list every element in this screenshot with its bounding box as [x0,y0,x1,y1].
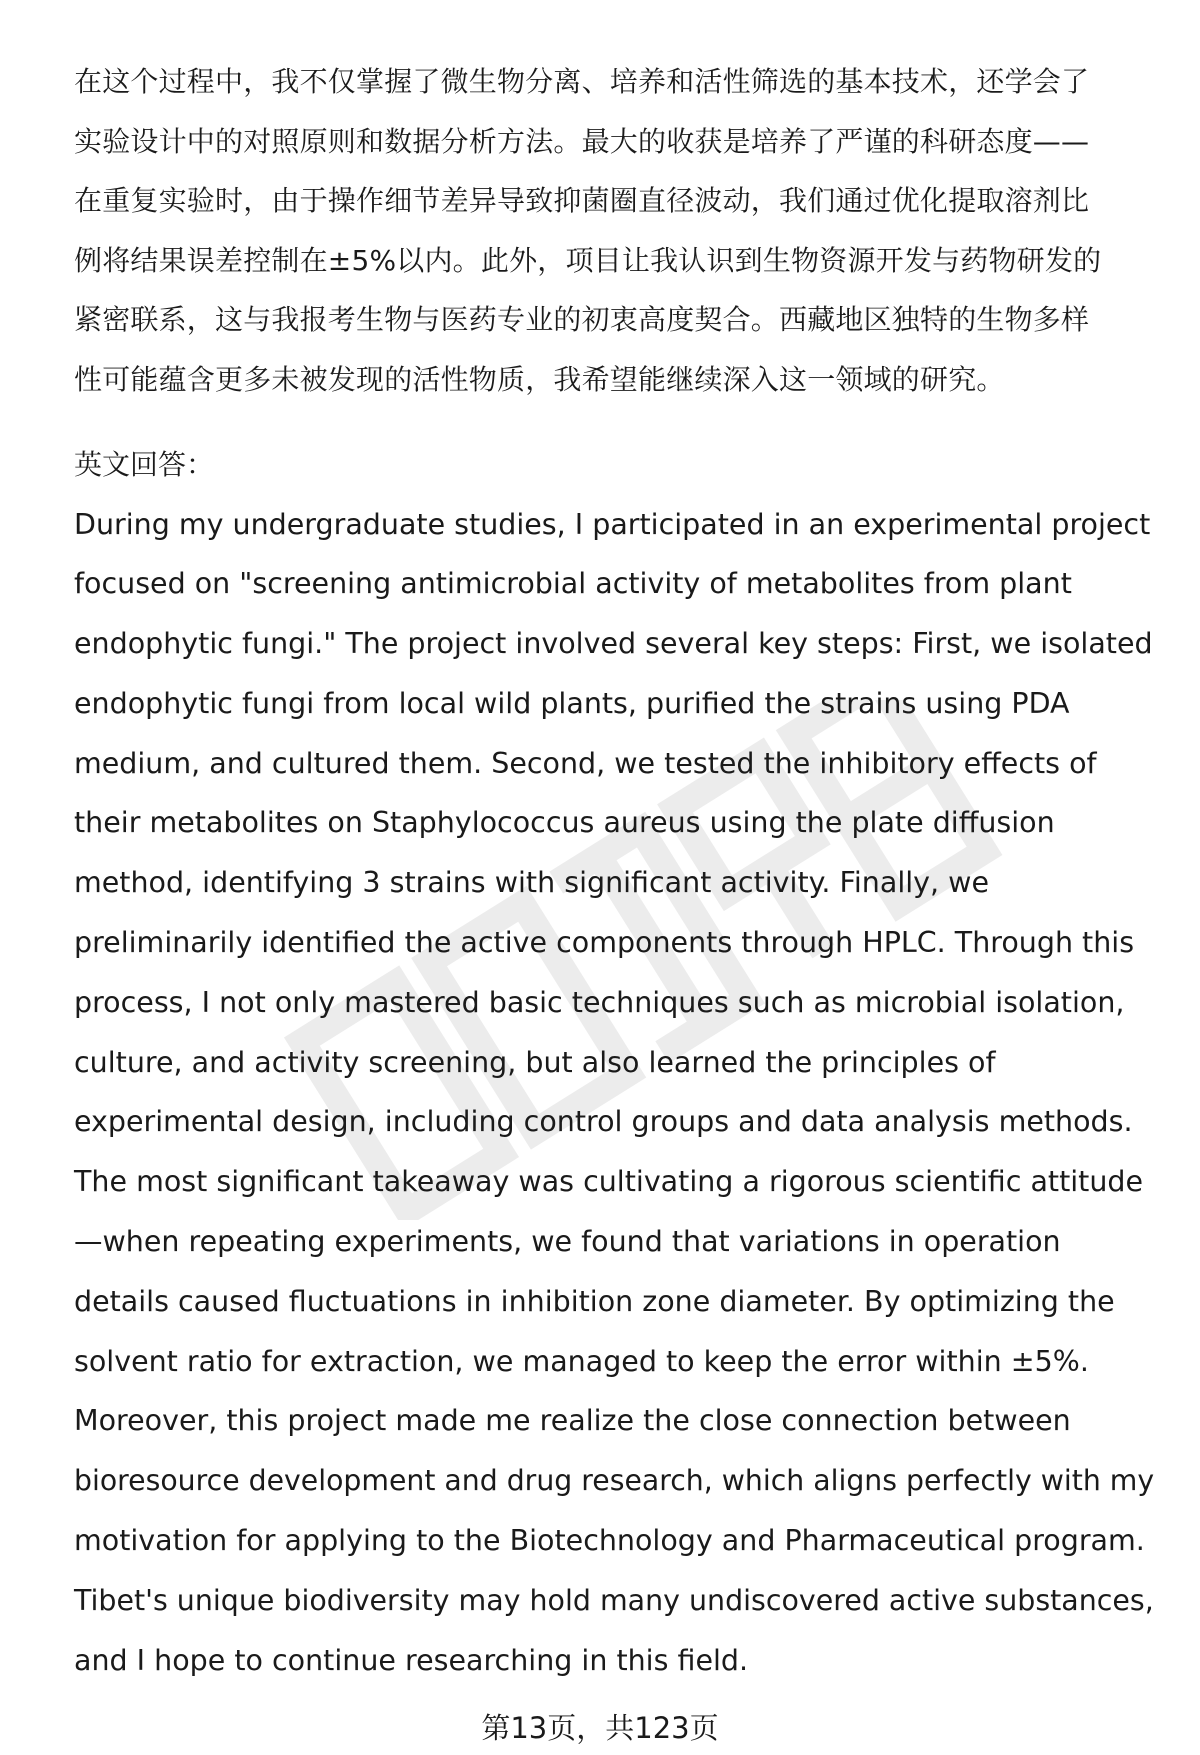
english-line: bioresource development and drug research, which aligns perfectly with my [74,1464,1155,1498]
chinese-paragraph [74,52,1154,409]
english-line: During my undergraduate studies, I participated in an experimental project [74,507,1151,541]
page-number-footer: 第13页，共123页 [481,1711,719,1745]
english-line: experimental design, including control groups and data analysis methods. [74,1105,1133,1139]
english-line: focused on "screening antimicrobial activity of metabolites from plant [74,567,1072,601]
english-line: culture, and activity screening, but also learned the principles of [74,1045,996,1079]
english-line: —when repeating experiments, we found that variations in operation [74,1225,1061,1259]
english-line: endophytic fungi from local wild plants, purified the strains using PDA [74,686,1070,720]
english-paragraph [74,495,1154,1691]
english-line: The most significant takeaway was cultivating a rigorous scientific attitude [74,1165,1144,1199]
chinese-line: 实验设计中的对照原则和数据分析方法。最大的收获是培养了严谨的科研态度—— [74,124,1090,158]
english-line: medium, and cultured them. Second, we tested the inhibitory effects of [74,746,1097,780]
english-line: solvent ratio for extraction, we managed to keep the error within ±5%. [74,1344,1089,1378]
chinese-line: 性可能蕴含更多未被发现的活性物质，我希望能继续深入这一领域的研究。 [74,362,1005,396]
english-line: and I hope to continue researching in this field. [74,1643,749,1677]
english-line: endophytic fungi." The project involved several key steps: First, we isolated [74,627,1153,661]
english-line: method, identifying 3 strains with significant activity. Finally, we [74,866,989,900]
chinese-line: 在重复实验时，由于操作细节差异导致抑菌圈直径波动，我们通过优化提取溶剂比 [74,184,1090,217]
english-line: motivation for applying to the Biotechnology and Pharmaceutical program. [74,1524,1145,1558]
english-answer-label: 英文回答： [74,448,215,481]
english-line: Moreover, this project made me realize the close connection between [74,1404,1071,1438]
chinese-line: 例将结果误差控制在±5%以内。此外，项目让我认识到生物资源开发与药物研发的 [74,243,1102,277]
document-page [74,52,1154,1690]
chinese-line: 紧密联系，这与我报考生物与医药专业的初衷高度契合。西藏地区独特的生物多样 [74,303,1090,336]
english-line: details caused fluctuations in inhibition zone diameter. By optimizing the [74,1284,1115,1318]
english-line: preliminarily identified the active components through HPLC. Through this [74,926,1135,960]
english-line: process, I not only mastered basic techniques such as microbial isolation, [74,985,1125,1019]
english-line: their metabolites on Staphylococcus aureus using the plate diffusion [74,806,1055,840]
english-line: Tibet's unique biodiversity may hold many undiscovered active substances, [74,1583,1154,1617]
chinese-line: 在这个过程中，我不仅掌握了微生物分离、培养和活性筛选的基本技术，还学会了 [74,65,1090,98]
